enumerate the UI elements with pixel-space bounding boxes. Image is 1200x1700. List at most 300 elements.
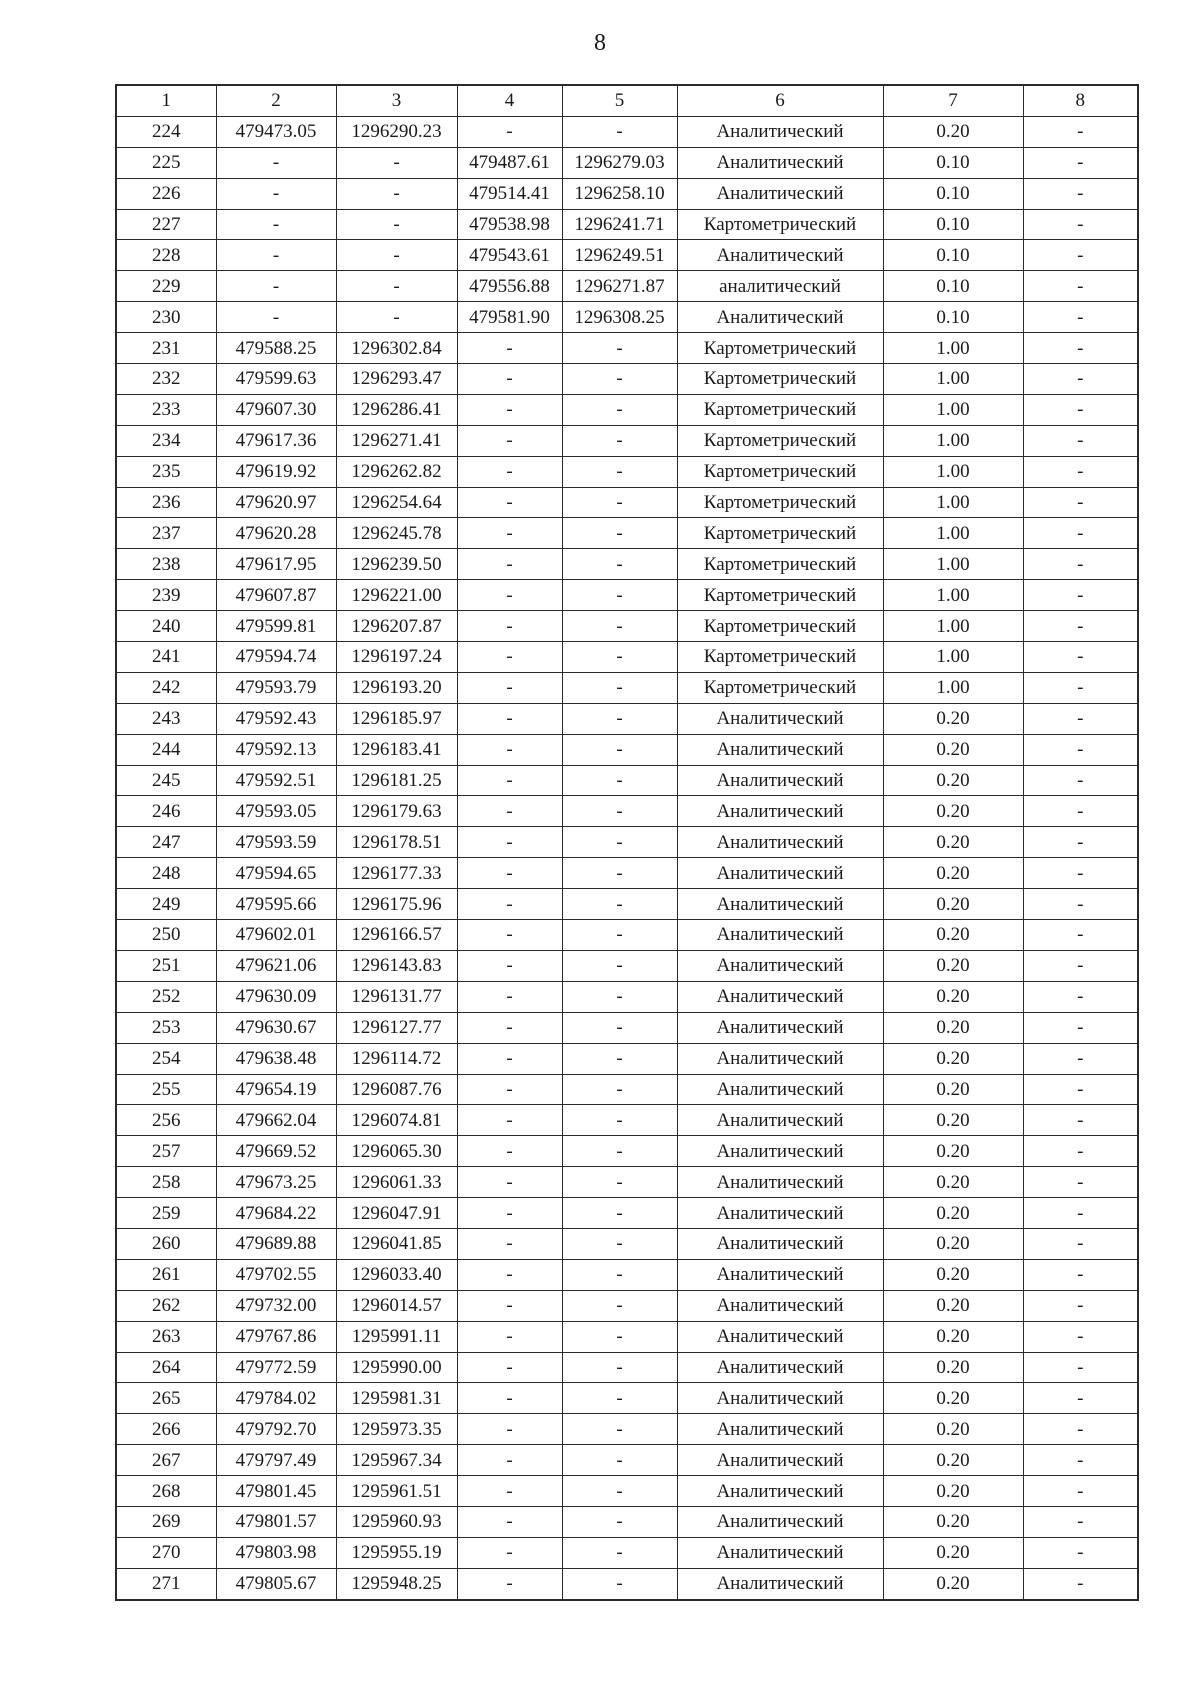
table-cell-col-3: 1295960.93 — [336, 1506, 457, 1537]
column-header-1: 1 — [116, 85, 216, 116]
table-cell-col-2: 479473.05 — [216, 116, 336, 147]
table-cell-col-3: - — [336, 240, 457, 271]
table-cell-col-8: - — [1023, 147, 1138, 178]
table-cell-col-8: - — [1023, 456, 1138, 487]
table-cell-col-3: 1295991.11 — [336, 1321, 457, 1352]
table-cell-col-5: - — [562, 1476, 677, 1507]
table-cell-col-8: - — [1023, 889, 1138, 920]
table-cell-col-7: 0.20 — [883, 889, 1023, 920]
table-cell-col-1: 236 — [116, 487, 216, 518]
table-cell-col-6: Картометрический — [677, 209, 883, 240]
table-cell-col-1: 229 — [116, 271, 216, 302]
table-cell-col-1: 263 — [116, 1321, 216, 1352]
table-cell-col-7: 0.20 — [883, 1228, 1023, 1259]
table-cell-col-2: 479592.51 — [216, 765, 336, 796]
table-row — [116, 549, 1138, 580]
table-header — [116, 85, 1138, 116]
table-cell-col-1: 247 — [116, 827, 216, 858]
table-cell-col-3: 1296207.87 — [336, 611, 457, 642]
table-row — [116, 1012, 1138, 1043]
table-cell-col-6: Аналитический — [677, 950, 883, 981]
table-cell-col-6: Аналитический — [677, 765, 883, 796]
table-cell-col-7: 0.20 — [883, 796, 1023, 827]
column-header-5: 5 — [562, 85, 677, 116]
table-cell-col-7: 0.20 — [883, 1568, 1023, 1599]
table-cell-col-3: 1296183.41 — [336, 734, 457, 765]
table-cell-col-2: 479669.52 — [216, 1136, 336, 1167]
table-row — [116, 1043, 1138, 1074]
table-cell-col-2: 479689.88 — [216, 1228, 336, 1259]
table-cell-col-6: Картометрический — [677, 611, 883, 642]
table-cell-col-5: - — [562, 703, 677, 734]
table-cell-col-6: Картометрический — [677, 549, 883, 580]
table-cell-col-8: - — [1023, 271, 1138, 302]
table-cell-col-8: - — [1023, 333, 1138, 364]
table-cell-col-7: 1.00 — [883, 549, 1023, 580]
table-cell-col-1: 255 — [116, 1074, 216, 1105]
table-cell-col-2: 479673.25 — [216, 1167, 336, 1198]
table-cell-col-3: 1296143.83 — [336, 950, 457, 981]
table-cell-col-2: 479767.86 — [216, 1321, 336, 1352]
table-cell-col-5: - — [562, 672, 677, 703]
table-cell-col-3: 1296293.47 — [336, 364, 457, 395]
table-cell-col-3: 1296014.57 — [336, 1290, 457, 1321]
table-cell-col-6: Аналитический — [677, 1506, 883, 1537]
table-row — [116, 425, 1138, 456]
table-cell-col-2: 479797.49 — [216, 1445, 336, 1476]
table-cell-col-3: 1295961.51 — [336, 1476, 457, 1507]
table-cell-col-2: 479638.48 — [216, 1043, 336, 1074]
table-row — [116, 1259, 1138, 1290]
table-row — [116, 271, 1138, 302]
table-cell-col-8: - — [1023, 1414, 1138, 1445]
table-cell-col-4: - — [457, 549, 562, 580]
table-cell-col-7: 0.20 — [883, 1290, 1023, 1321]
table-cell-col-8: - — [1023, 364, 1138, 395]
column-header-6: 6 — [677, 85, 883, 116]
table-row — [116, 1476, 1138, 1507]
table-cell-col-6: Картометрический — [677, 642, 883, 673]
table-row — [116, 1074, 1138, 1105]
table-row — [116, 1506, 1138, 1537]
table-cell-col-2: 479592.43 — [216, 703, 336, 734]
table-cell-col-8: - — [1023, 302, 1138, 333]
table-cell-col-4: - — [457, 1167, 562, 1198]
table-cell-col-7: 1.00 — [883, 456, 1023, 487]
table-cell-col-4: - — [457, 981, 562, 1012]
table-cell-col-5: - — [562, 889, 677, 920]
table-row — [116, 1228, 1138, 1259]
table-cell-col-6: Картометрический — [677, 394, 883, 425]
table-cell-col-5: - — [562, 1228, 677, 1259]
table-cell-col-5: - — [562, 580, 677, 611]
table-cell-col-7: 0.20 — [883, 920, 1023, 951]
table-cell-col-3: 1296074.81 — [336, 1105, 457, 1136]
table-row — [116, 1352, 1138, 1383]
table-row — [116, 1105, 1138, 1136]
table-cell-col-6: Аналитический — [677, 703, 883, 734]
table-cell-col-3: 1296245.78 — [336, 518, 457, 549]
table-cell-col-5: - — [562, 920, 677, 951]
table-cell-col-3: 1296114.72 — [336, 1043, 457, 1074]
table-cell-col-7: 0.10 — [883, 209, 1023, 240]
table-cell-col-5: - — [562, 1568, 677, 1599]
table-cell-col-5: - — [562, 116, 677, 147]
table-cell-col-8: - — [1023, 1352, 1138, 1383]
table-cell-col-1: 268 — [116, 1476, 216, 1507]
table-cell-col-2: 479805.67 — [216, 1568, 336, 1599]
table-cell-col-6: Аналитический — [677, 1445, 883, 1476]
table-cell-col-1: 226 — [116, 178, 216, 209]
table-cell-col-6: Аналитический — [677, 981, 883, 1012]
table-cell-col-3: 1296065.30 — [336, 1136, 457, 1167]
table-cell-col-7: 1.00 — [883, 487, 1023, 518]
table-cell-col-4: - — [457, 858, 562, 889]
table-cell-col-5: - — [562, 765, 677, 796]
table-cell-col-4: - — [457, 703, 562, 734]
table-cell-col-4: - — [457, 1136, 562, 1167]
table-cell-col-8: - — [1023, 240, 1138, 271]
table-cell-col-3: 1295990.00 — [336, 1352, 457, 1383]
table-cell-col-5: - — [562, 333, 677, 364]
table-cell-col-3: - — [336, 178, 457, 209]
table-cell-col-5: - — [562, 642, 677, 673]
table-cell-col-1: 265 — [116, 1383, 216, 1414]
table-cell-col-4: - — [457, 1476, 562, 1507]
table-cell-col-4: - — [457, 1568, 562, 1599]
table-cell-col-7: 0.20 — [883, 1167, 1023, 1198]
table-cell-col-4: - — [457, 1290, 562, 1321]
table-cell-col-2: - — [216, 240, 336, 271]
table-cell-col-4: - — [457, 333, 562, 364]
table-cell-col-1: 239 — [116, 580, 216, 611]
table-cell-col-6: Аналитический — [677, 920, 883, 951]
table-cell-col-1: 260 — [116, 1228, 216, 1259]
table-cell-col-1: 224 — [116, 116, 216, 147]
table-cell-col-1: 249 — [116, 889, 216, 920]
table-row — [116, 364, 1138, 395]
table-cell-col-6: Аналитический — [677, 1537, 883, 1568]
table-cell-col-2: 479595.66 — [216, 889, 336, 920]
table-cell-col-8: - — [1023, 950, 1138, 981]
table-cell-col-3: 1295973.35 — [336, 1414, 457, 1445]
table-cell-col-5: - — [562, 1383, 677, 1414]
coordinates-table — [115, 84, 1139, 1601]
page-number: 8 — [594, 30, 606, 56]
table-cell-col-6: Аналитический — [677, 1321, 883, 1352]
table-cell-col-8: - — [1023, 1074, 1138, 1105]
table-cell-col-1: 270 — [116, 1537, 216, 1568]
table-cell-col-8: - — [1023, 1136, 1138, 1167]
table-cell-col-6: Аналитический — [677, 1476, 883, 1507]
table-cell-col-4: - — [457, 920, 562, 951]
table-cell-col-2: - — [216, 271, 336, 302]
table-cell-col-2: 479607.87 — [216, 580, 336, 611]
table-cell-col-6: Аналитический — [677, 302, 883, 333]
table-row — [116, 116, 1138, 147]
table-cell-col-2: 479801.45 — [216, 1476, 336, 1507]
table-cell-col-1: 261 — [116, 1259, 216, 1290]
table-cell-col-1: 245 — [116, 765, 216, 796]
table-cell-col-5: - — [562, 487, 677, 518]
table-cell-col-7: 0.20 — [883, 950, 1023, 981]
column-header-4: 4 — [457, 85, 562, 116]
table-cell-col-5: - — [562, 518, 677, 549]
table-cell-col-7: 0.20 — [883, 827, 1023, 858]
table-cell-col-5: 1296241.71 — [562, 209, 677, 240]
table-cell-col-6: Картометрический — [677, 333, 883, 364]
table-cell-col-2: - — [216, 147, 336, 178]
table-cell-col-8: - — [1023, 796, 1138, 827]
table-cell-col-2: 479684.22 — [216, 1198, 336, 1229]
table-cell-col-4: 479514.41 — [457, 178, 562, 209]
table-cell-col-3: 1296061.33 — [336, 1167, 457, 1198]
table-cell-col-7: 0.20 — [883, 1445, 1023, 1476]
table-cell-col-4: - — [457, 734, 562, 765]
table-cell-col-5: - — [562, 425, 677, 456]
table-cell-col-2: 479593.05 — [216, 796, 336, 827]
table-cell-col-5: - — [562, 1167, 677, 1198]
table-row — [116, 920, 1138, 951]
table-cell-col-6: Аналитический — [677, 1105, 883, 1136]
table-cell-col-7: 0.20 — [883, 1476, 1023, 1507]
table-cell-col-1: 240 — [116, 611, 216, 642]
table-cell-col-1: 241 — [116, 642, 216, 673]
table-cell-col-2: - — [216, 178, 336, 209]
table-cell-col-2: 479617.95 — [216, 549, 336, 580]
table-row — [116, 580, 1138, 611]
table-cell-col-1: 230 — [116, 302, 216, 333]
table-cell-col-3: - — [336, 209, 457, 240]
table-row — [116, 1537, 1138, 1568]
table-cell-col-7: 1.00 — [883, 580, 1023, 611]
table-cell-col-1: 228 — [116, 240, 216, 271]
table-row — [116, 1198, 1138, 1229]
table-cell-col-5: - — [562, 1414, 677, 1445]
table-cell-col-6: Аналитический — [677, 1136, 883, 1167]
table-cell-col-3: 1295948.25 — [336, 1568, 457, 1599]
table-cell-col-2: 479803.98 — [216, 1537, 336, 1568]
table-cell-col-7: 0.20 — [883, 1352, 1023, 1383]
table-cell-col-8: - — [1023, 518, 1138, 549]
table-cell-col-1: 264 — [116, 1352, 216, 1383]
table-cell-col-3: - — [336, 147, 457, 178]
table-cell-col-4: - — [457, 456, 562, 487]
table-cell-col-8: - — [1023, 1321, 1138, 1352]
table-cell-col-7: 0.20 — [883, 703, 1023, 734]
table-cell-col-2: 479630.09 — [216, 981, 336, 1012]
table-cell-col-3: 1296221.00 — [336, 580, 457, 611]
table-cell-col-3: 1296041.85 — [336, 1228, 457, 1259]
table-cell-col-2: - — [216, 302, 336, 333]
table-cell-col-2: 479599.63 — [216, 364, 336, 395]
table-cell-col-6: Картометрический — [677, 580, 883, 611]
table-cell-col-7: 0.20 — [883, 1198, 1023, 1229]
table-cell-col-2: 479617.36 — [216, 425, 336, 456]
table-cell-col-2: 479619.92 — [216, 456, 336, 487]
table-cell-col-5: - — [562, 456, 677, 487]
table-row — [116, 518, 1138, 549]
table-cell-col-6: Аналитический — [677, 1290, 883, 1321]
table-cell-col-6: Аналитический — [677, 1259, 883, 1290]
table-cell-col-7: 0.20 — [883, 1537, 1023, 1568]
table-cell-col-4: - — [457, 1321, 562, 1352]
table-cell-col-1: 237 — [116, 518, 216, 549]
table-cell-col-8: - — [1023, 1228, 1138, 1259]
table-cell-col-4: - — [457, 827, 562, 858]
table-cell-col-8: - — [1023, 858, 1138, 889]
table-cell-col-3: 1296178.51 — [336, 827, 457, 858]
table-cell-col-3: 1296131.77 — [336, 981, 457, 1012]
table-cell-col-6: Аналитический — [677, 1198, 883, 1229]
table-row — [116, 827, 1138, 858]
table-cell-col-7: 1.00 — [883, 394, 1023, 425]
table-cell-col-8: - — [1023, 765, 1138, 796]
table-cell-col-8: - — [1023, 1043, 1138, 1074]
table-cell-col-8: - — [1023, 116, 1138, 147]
table-cell-col-2: 479654.19 — [216, 1074, 336, 1105]
table-cell-col-3: 1295981.31 — [336, 1383, 457, 1414]
table-cell-col-4: - — [457, 425, 562, 456]
table-cell-col-2: - — [216, 209, 336, 240]
table-cell-col-4: - — [457, 394, 562, 425]
table-cell-col-1: 233 — [116, 394, 216, 425]
table-cell-col-5: - — [562, 1290, 677, 1321]
table-cell-col-4: - — [457, 1445, 562, 1476]
table-cell-col-7: 0.20 — [883, 1012, 1023, 1043]
table-cell-col-1: 234 — [116, 425, 216, 456]
table-cell-col-8: - — [1023, 1445, 1138, 1476]
table-cell-col-3: 1296127.77 — [336, 1012, 457, 1043]
table-cell-col-6: Аналитический — [677, 1383, 883, 1414]
table-cell-col-5: - — [562, 549, 677, 580]
table-cell-col-8: - — [1023, 1537, 1138, 1568]
table-cell-col-7: 1.00 — [883, 672, 1023, 703]
table-cell-col-5: - — [562, 1352, 677, 1383]
table-cell-col-3: 1295955.19 — [336, 1537, 457, 1568]
table-cell-col-8: - — [1023, 1568, 1138, 1599]
table-cell-col-2: 479702.55 — [216, 1259, 336, 1290]
table-row — [116, 456, 1138, 487]
table-cell-col-2: 479620.97 — [216, 487, 336, 518]
table-cell-col-7: 0.20 — [883, 981, 1023, 1012]
table-cell-col-6: Картометрический — [677, 487, 883, 518]
table-cell-col-4: - — [457, 518, 562, 549]
table-cell-col-1: 238 — [116, 549, 216, 580]
table-cell-col-4: - — [457, 1352, 562, 1383]
table-cell-col-5: - — [562, 1074, 677, 1105]
table-cell-col-2: 479593.59 — [216, 827, 336, 858]
table-cell-col-8: - — [1023, 178, 1138, 209]
table-cell-col-8: - — [1023, 1383, 1138, 1414]
table-row — [116, 889, 1138, 920]
table-row — [116, 796, 1138, 827]
header-row — [116, 85, 1138, 116]
column-header-2: 2 — [216, 85, 336, 116]
table-cell-col-8: - — [1023, 981, 1138, 1012]
table-cell-col-3: 1296290.23 — [336, 116, 457, 147]
table-cell-col-6: Картометрический — [677, 425, 883, 456]
table-row — [116, 765, 1138, 796]
table-row — [116, 642, 1138, 673]
table-cell-col-4: 479581.90 — [457, 302, 562, 333]
table-cell-col-4: - — [457, 672, 562, 703]
table-row — [116, 1568, 1138, 1599]
table-row — [116, 240, 1138, 271]
table-cell-col-4: - — [457, 1414, 562, 1445]
table-cell-col-1: 235 — [116, 456, 216, 487]
table-row — [116, 1321, 1138, 1352]
table-cell-col-6: Аналитический — [677, 1074, 883, 1105]
table-row — [116, 858, 1138, 889]
table-cell-col-6: Картометрический — [677, 518, 883, 549]
table-cell-col-2: 479621.06 — [216, 950, 336, 981]
table-row — [116, 1290, 1138, 1321]
table-cell-col-6: Аналитический — [677, 1043, 883, 1074]
table-cell-col-5: - — [562, 394, 677, 425]
table-cell-col-5: - — [562, 364, 677, 395]
table-cell-col-3: 1296271.41 — [336, 425, 457, 456]
table-cell-col-4: - — [457, 1383, 562, 1414]
table-cell-col-7: 0.20 — [883, 1043, 1023, 1074]
table-cell-col-3: 1296302.84 — [336, 333, 457, 364]
table-cell-col-8: - — [1023, 1167, 1138, 1198]
table-cell-col-7: 0.20 — [883, 1074, 1023, 1105]
table-cell-col-7: 0.20 — [883, 765, 1023, 796]
table-cell-col-4: - — [457, 1506, 562, 1537]
table-cell-col-4: - — [457, 1198, 562, 1229]
table-cell-col-8: - — [1023, 209, 1138, 240]
table-cell-col-1: 253 — [116, 1012, 216, 1043]
table-cell-col-3: 1296239.50 — [336, 549, 457, 580]
table-row — [116, 611, 1138, 642]
table-cell-col-6: Аналитический — [677, 1228, 883, 1259]
table-cell-col-4: - — [457, 611, 562, 642]
table-cell-col-2: 479602.01 — [216, 920, 336, 951]
table-cell-col-5: - — [562, 796, 677, 827]
table-cell-col-4: - — [457, 1259, 562, 1290]
table-cell-col-8: - — [1023, 1476, 1138, 1507]
table-cell-col-6: Аналитический — [677, 116, 883, 147]
table-row — [116, 302, 1138, 333]
table-row — [116, 333, 1138, 364]
table-cell-col-4: - — [457, 1228, 562, 1259]
table-cell-col-3: 1296197.24 — [336, 642, 457, 673]
table-cell-col-8: - — [1023, 672, 1138, 703]
table-cell-col-5: - — [562, 1506, 677, 1537]
table-cell-col-7: 0.20 — [883, 1136, 1023, 1167]
table-cell-col-5: - — [562, 1105, 677, 1136]
table-cell-col-3: 1296087.76 — [336, 1074, 457, 1105]
table-cell-col-3: - — [336, 302, 457, 333]
table-cell-col-2: 479593.79 — [216, 672, 336, 703]
table-cell-col-8: - — [1023, 703, 1138, 734]
table-cell-col-5: - — [562, 1136, 677, 1167]
table-cell-col-2: 479620.28 — [216, 518, 336, 549]
table-cell-col-5: - — [562, 1198, 677, 1229]
table-cell-col-4: 479543.61 — [457, 240, 562, 271]
table-cell-col-1: 251 — [116, 950, 216, 981]
table-cell-col-7: 0.20 — [883, 734, 1023, 765]
table-cell-col-5: 1296308.25 — [562, 302, 677, 333]
table-cell-col-8: - — [1023, 1259, 1138, 1290]
table-cell-col-1: 232 — [116, 364, 216, 395]
table-cell-col-8: - — [1023, 394, 1138, 425]
table-cell-col-7: 0.10 — [883, 271, 1023, 302]
table-cell-col-7: 1.00 — [883, 518, 1023, 549]
table-cell-col-7: 1.00 — [883, 333, 1023, 364]
table-cell-col-7: 0.10 — [883, 147, 1023, 178]
